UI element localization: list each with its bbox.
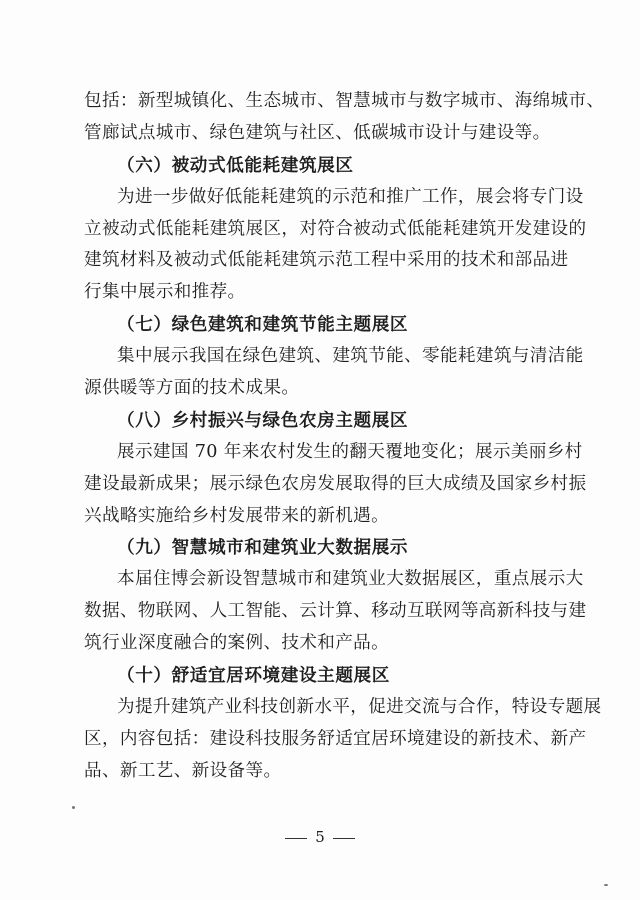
text-line: 源供暖等方面的技术成果。 bbox=[84, 378, 300, 399]
section-heading-9: （九）智慧城市和建筑业大数据展示 bbox=[117, 537, 409, 559]
section-heading-10: （十）舒适宜居环境建设主题展区 bbox=[117, 665, 390, 687]
paragraph-start-line: 本届住博会新设智慧城市和建筑业大数据展区，重点展示大 bbox=[117, 569, 584, 590]
page-number bbox=[0, 828, 640, 846]
text-line: 管廊试点城市、绿色建筑与社区、低碳城市设计与建设等。 bbox=[84, 122, 551, 143]
text-line: 建设最新成果；展示绿色农房发展取得的巨大成绩及国家乡村振 bbox=[84, 473, 587, 494]
scan-speck bbox=[604, 884, 608, 886]
text-line: 品、新工艺、新设备等。 bbox=[84, 760, 282, 781]
scan-speck bbox=[72, 806, 75, 809]
section-heading-7: （七）绿色建筑和建筑节能主题展区 bbox=[117, 314, 409, 336]
paragraph-start-line: 集中展示我国在绿色建筑、建筑节能、零能耗建筑与清洁能 bbox=[117, 346, 584, 367]
text-line: 建筑材料及被动式低能耗建筑示范工程中采用的技术和部品进 bbox=[84, 250, 569, 271]
text-line: 数据、物联网、人工智能、云计算、移动互联网等高新科技与建 bbox=[84, 601, 587, 622]
section-heading-6: （六）被动式低能耗建筑展区 bbox=[117, 154, 354, 176]
document-body bbox=[84, 86, 605, 788]
page-number-dash bbox=[285, 838, 307, 839]
paragraph-start-line: 展示建国 70 年来农村发生的翻天覆地变化；展示美丽乡村 bbox=[117, 441, 583, 462]
paragraph-start-line: 为进一步做好低能耗建筑的示范和推广工作，展会将专门设 bbox=[117, 186, 584, 207]
text-line: 筑行业深度融合的案例、技术和产品。 bbox=[84, 633, 390, 654]
text-line: 行集中展示和推荐。 bbox=[84, 282, 246, 303]
page-number-value: 5 bbox=[315, 828, 325, 846]
paragraph-start-line: 为提升建筑产业科技创新水平，促进交流与合作，特设专题展 bbox=[117, 696, 602, 717]
text-line: 包括：新型城镇化、生态城市、智慧城市与数字城市、海绵城市、 bbox=[84, 91, 605, 111]
section-heading-8: （八）乡村振兴与绿色农房主题展区 bbox=[117, 409, 409, 431]
text-line: 区，内容包括：建设科技服务舒适宜居环境建设的新技术、新产 bbox=[84, 728, 587, 749]
text-line: 兴战略实施给乡村发展带来的新机遇。 bbox=[84, 505, 390, 526]
page-number-dash bbox=[333, 838, 355, 839]
text-line: 立被动式低能耗建筑展区，对符合被动式低能耗建筑开发建设的 bbox=[84, 218, 587, 239]
